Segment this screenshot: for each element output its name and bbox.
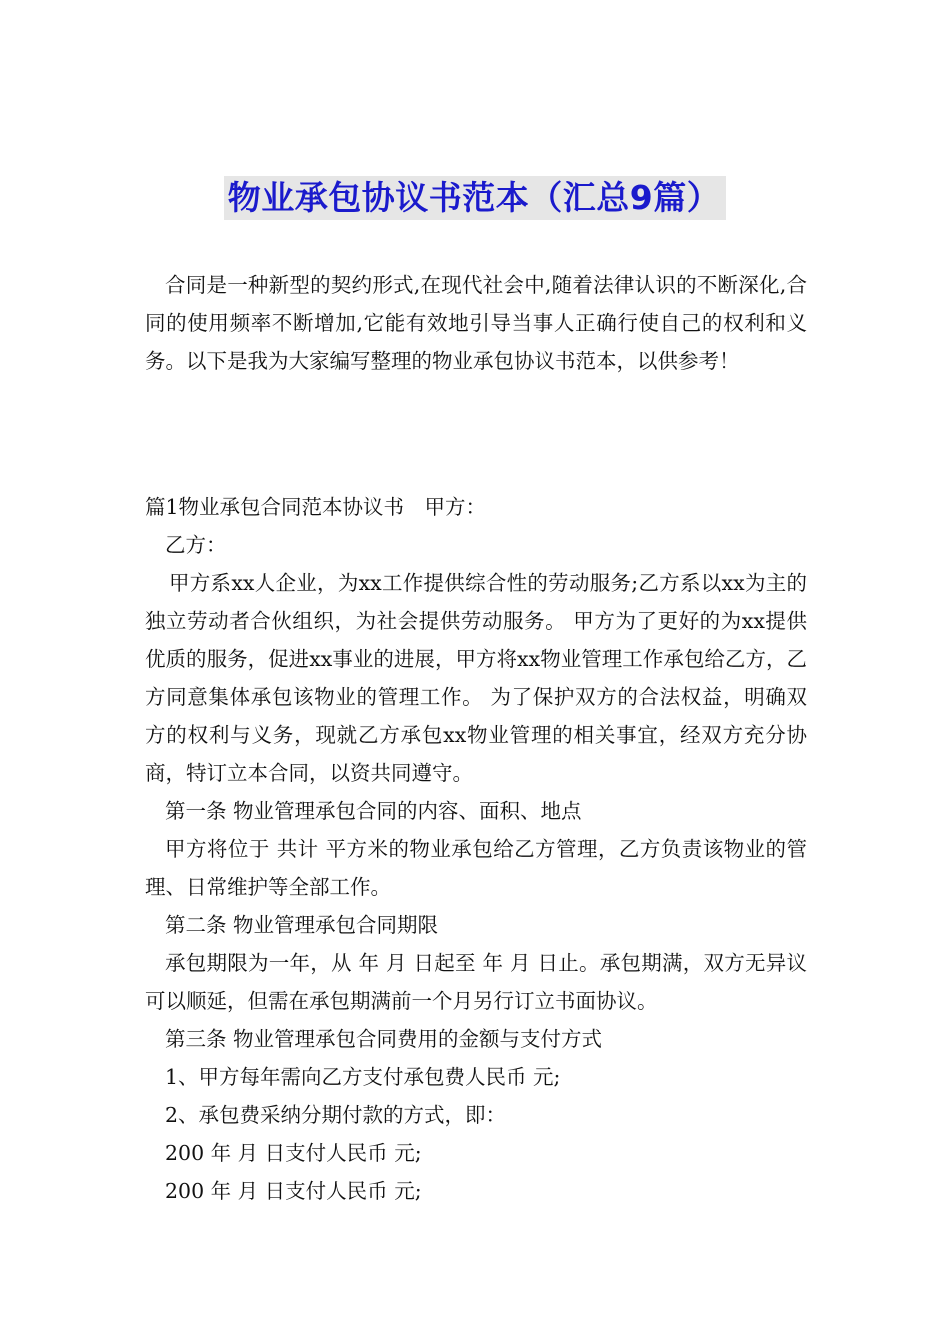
preamble-paragraph: 甲方系xx人企业，为xx工作提供综合性的劳动服务;乙方系以xx为主的独立劳动者合伙组织，为社会提供劳动服务。 甲方为了更好的为xx提供优质的服务，促进xx事业的进展，甲方将xx物业管理工作承包给乙方，乙方同意集体承包该物业的管理工作。 为了保护双方的合法权益，明确双方的权利与义务，现就乙方承包xx物业管理的相关事宜，经双方充分协商，特订立本合同，以资共同遵守。 [145, 571, 807, 785]
intro-section [145, 266, 807, 380]
contract-body [145, 488, 807, 1210]
intro-paragraph: 合同是一种新型的契约形式,在现代社会中,随着法律认识的不断深化,合同的使用频率不断增加,它能有效地引导当事人正确行使自己的权利和义务。以下是我为大家编写整理的物业承包协议书范本，以供参考！ [145, 273, 807, 373]
article-3-item-2: 2、承包费采纳分期付款的方式，即： [165, 1103, 507, 1127]
article-2-heading: 第二条 物业管理承包合同期限 [165, 913, 439, 937]
party-b-line: 乙方： [165, 533, 227, 557]
section-heading: 篇1物业承包合同范本协议书 甲方： [145, 495, 487, 519]
document-title: 物业承包协议书范本（汇总9篇） [224, 176, 726, 220]
title-container [0, 176, 950, 220]
payment-line-2: 200 年 月 日支付人民币 元; [165, 1179, 422, 1203]
article-3-heading: 第三条 物业管理承包合同费用的金额与支付方式 [165, 1027, 603, 1051]
payment-line-1: 200 年 月 日支付人民币 元; [165, 1141, 422, 1165]
article-1-heading: 第一条 物业管理承包合同的内容、面积、地点 [165, 799, 582, 823]
article-1-paragraph: 甲方将位于 共计 平方米的物业承包给乙方管理，乙方负责该物业的管理、日常维护等全部工作。 [145, 837, 807, 899]
article-3-item-1: 1、甲方每年需向乙方支付承包费人民币 元; [165, 1065, 561, 1089]
article-2-paragraph: 承包期限为一年，从 年 月 日起至 年 月 日止。承包期满，双方无异议可以顺延，但需在承包期满前一个月另行订立书面协议。 [145, 951, 807, 1013]
